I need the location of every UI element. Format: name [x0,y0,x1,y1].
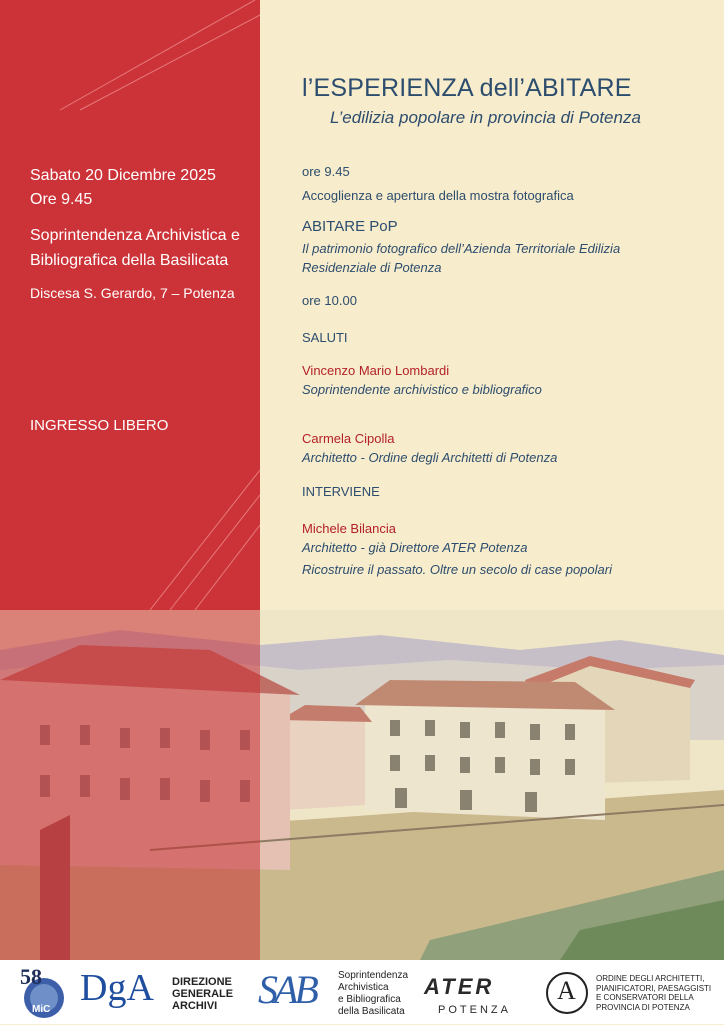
entry-note: INGRESSO LIBERO [30,417,169,434]
program-time-2: ore 10.00 [302,293,357,308]
exhibit-description-1: Il patrimonio fotografico dell’Azienda Territoriale Edilizia [302,241,621,256]
speaker-2-name: Carmela Cipolla [302,431,395,446]
painting-red-overlay [0,610,260,960]
dga-line-1: DIREZIONE [172,976,232,988]
oa-line-3: E CONSERVATORI DELLA [596,993,694,1002]
section-saluti: SALUTI [302,330,348,345]
sab-mark: SAB [258,967,315,1012]
speaker-3-talk: Ricostruire il passato. Oltre un secolo di case popolari [302,562,612,577]
page-subtitle: L’edilizia popolare in provincia di Potenza [330,108,641,127]
venue-line1: Soprintendenza Archivistica e [30,227,240,244]
oa-mark: A [557,976,576,1005]
page-title: l’ESPERIENZA dell’ABITARE [302,74,632,102]
dga-mark: DgA [80,967,154,1009]
decorative-lines [0,0,260,610]
exhibit-title: ABITARE PoP [302,218,398,235]
oa-line-4: PROVINCIA DI POTENZA [596,1002,690,1012]
speaker-1-name: Vincenzo Mario Lombardi [302,363,450,378]
mic-label: MiC [32,1004,51,1015]
program-welcome: Accoglienza e apertura della mostra fotografica [302,188,574,203]
speaker-1-role: Soprintendente archivistico e bibliografico [302,382,542,397]
mic-58-logo [18,966,70,1020]
sab-line-4: della Basilicata [338,1006,405,1017]
mic-number: 58 [20,964,42,989]
event-date: Sabato 20 Dicembre 2025 [30,167,216,184]
oa-text [596,974,722,1012]
ater-mark: ATER [424,974,495,999]
program-time-1: ore 9.45 [302,164,350,179]
oa-line-2: PIANIFICATORI, PAESAGGISTI [596,983,712,993]
sab-line-3: e Bibliografica [338,994,401,1005]
speaker-2-role: Architetto - Ordine degli Architetti di Potenza [302,450,558,465]
dga-line-3: ARCHIVI [172,1000,218,1012]
oa-line-1: ORDINE DEGLI ARCHITETTI, [596,974,705,983]
venue-line2: Bibliografica della Basilicata [30,252,229,269]
section-interviene: INTERVIENE [302,484,380,499]
sab-line-2: Archivistica [338,982,389,993]
dga-line-2: GENERALE [172,988,234,1000]
ater-city: POTENZA [438,1004,511,1016]
speaker-3-name: Michele Bilancia [302,521,396,536]
sab-line-1: Soprintendenza [338,970,409,981]
exhibit-description-2: Residenziale di Potenza [302,260,442,275]
speaker-3-role: Architetto - già Direttore ATER Potenza [302,540,528,555]
venue-address: Discesa S. Gerardo, 7 – Potenza [30,285,235,301]
dga-text [172,976,233,1012]
sab-text [338,970,408,1018]
ordine-architetti-logo [544,970,590,1016]
event-time: Ore 9.45 [30,191,93,208]
